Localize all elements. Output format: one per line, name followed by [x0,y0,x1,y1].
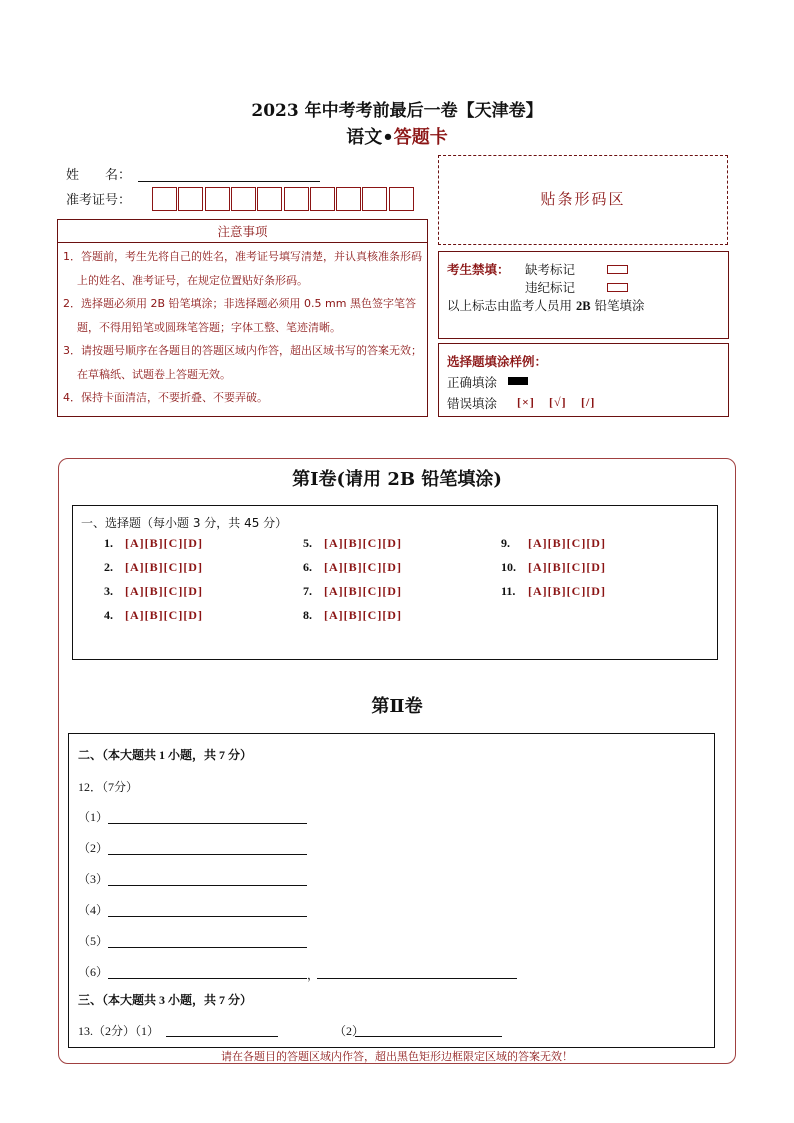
question-number: 11. [501,584,516,598]
notice-list [63,245,423,410]
q12-label: 12．（7分） [78,780,139,794]
subject: 语文 [346,127,383,148]
note-pre: 以上标志由监考人员用 [447,298,576,313]
q13-1-answer-line[interactable] [166,1036,278,1037]
notice-item: 4．保持卡面清洁，不要折叠、不要弄破。 [63,391,268,404]
part1-title: 第Ⅰ卷(请用 2B 铅笔填涂) [292,469,502,490]
id-digit-box[interactable] [178,187,203,211]
subanswer-label: （2） [78,841,109,855]
notice-item: 2．选择题必须用 2B 铅笔填涂；非选择题必须用 0.5 mm 黑色签字笔答题，不得用铅笔或圆珠笔答题；字体工整、笔迹清晰。 [63,297,416,334]
q12-6b-answer-line[interactable] [317,978,517,979]
subanswer-label: （1） [78,810,109,824]
subanswer-label: （6） [78,965,109,979]
correct-label: 正确填涂 [447,375,498,390]
filled-mark [508,377,528,385]
question-number: 6. [303,560,312,574]
q13-2-label: （2） [334,1024,365,1038]
question-number: 1. [104,536,113,550]
subanswer-line[interactable] [108,916,307,917]
answer-options[interactable]: [A][B][C][D] [324,560,402,574]
subanswer-line[interactable] [108,854,307,855]
barcode-label: 贴条形码区 [540,190,626,208]
absent-mark-box[interactable] [607,265,628,274]
answer-options[interactable]: [A][B][C][D] [324,536,402,550]
sample-box [438,343,729,417]
subject-title [0,123,794,149]
answer-options[interactable]: [A][B][C][D] [528,584,606,598]
card-label: 答题卡 [393,127,448,148]
subanswer-line[interactable] [108,978,307,979]
subanswer-label: （3） [78,872,109,886]
part2-title: 第Ⅱ卷 [371,696,423,717]
subanswer-line[interactable] [108,885,307,886]
forbidden-box [438,251,729,339]
answer-options[interactable]: [A][B][C][D] [528,560,606,574]
id-digit-box[interactable] [284,187,309,211]
id-label: 准考证号： [66,193,132,208]
question-number: 5. [303,536,312,550]
section2-title: 二、（本大题共 1 小题，共 7 分） [78,748,253,762]
notice-item: 1．答题前，考生先将自己的姓名，准考证号填写清楚，并认真核准条形码上的姓名、准考证号，在规定位置贴好条形码。 [63,250,422,287]
section3-title: 三、（本大题共 3 小题，共 7 分） [78,993,253,1007]
wrong-mark-x: [×] [517,395,535,409]
id-digit-box[interactable] [257,187,282,211]
exam-title: 2023 年中考考前最后一卷【天津卷】 [251,101,543,121]
dot: • [382,127,394,148]
forbidden-note [447,296,645,314]
absent-label: 缺考标记 [525,262,576,277]
answer-options[interactable]: [A][B][C][D] [125,584,203,598]
id-digit-box[interactable] [231,187,256,211]
note-post: 铅笔填涂 [590,298,645,313]
choice-section-title: 一、选择题（每小题 3 分，共 45 分） [81,516,288,530]
id-digit-box[interactable] [152,187,177,211]
question-number: 7. [303,584,312,598]
name-label: 姓 名： [66,168,132,183]
question-number: 9. [501,536,510,550]
question-number: 2. [104,560,113,574]
question-number: 4. [104,608,113,622]
answer-options[interactable]: [A][B][C][D] [324,608,402,622]
id-digit-box[interactable] [362,187,387,211]
id-digit-box[interactable] [205,187,230,211]
note-bold: 2B [575,299,591,313]
answer-options[interactable]: [A][B][C][D] [125,536,203,550]
choice-box [72,505,718,660]
violation-label: 违纪标记 [525,280,576,295]
notice-item: 3．请按题号顺序在各题目的答题区域内作答，超出区域书写的答案无效；在草稿纸、试题卷上答题无效。 [63,344,422,381]
subanswer-line[interactable] [108,947,307,948]
subanswer-label: （4） [78,903,109,917]
comma: ， [307,968,320,982]
id-digit-box[interactable] [336,187,361,211]
subanswer-label: （5） [78,934,109,948]
subanswer-line[interactable] [108,823,307,824]
answer-options[interactable]: [A][B][C][D] [125,560,203,574]
question-number: 8. [303,608,312,622]
notice-header [57,219,428,243]
id-digit-box[interactable] [310,187,335,211]
name-field[interactable] [138,181,320,182]
wrong-mark-slash: [/] [581,395,596,409]
answer-options[interactable]: [A][B][C][D] [528,536,606,550]
q13-label: 13.（2分）（1） [78,1024,160,1038]
answer-options[interactable]: [A][B][C][D] [324,584,402,598]
footer-warning: 请在各题目的答题区域内作答，超出黑色矩形边框限定区域的答案无效！ [221,1050,573,1063]
violation-mark-box[interactable] [607,283,628,292]
answer-options[interactable]: [A][B][C][D] [125,608,203,622]
barcode-area [438,155,728,245]
forbidden-label: 考生禁填： [447,262,510,277]
q13-2-answer-line[interactable] [355,1036,502,1037]
question-number: 3. [104,584,113,598]
wrong-label: 错误填涂 [447,396,498,411]
notice-title: 注意事项 [217,224,268,239]
sample-label: 选择题填涂样例： [447,354,548,369]
question-number: 10. [501,560,516,574]
id-digit-box[interactable] [389,187,414,211]
wrong-mark-check: [√] [549,395,567,409]
